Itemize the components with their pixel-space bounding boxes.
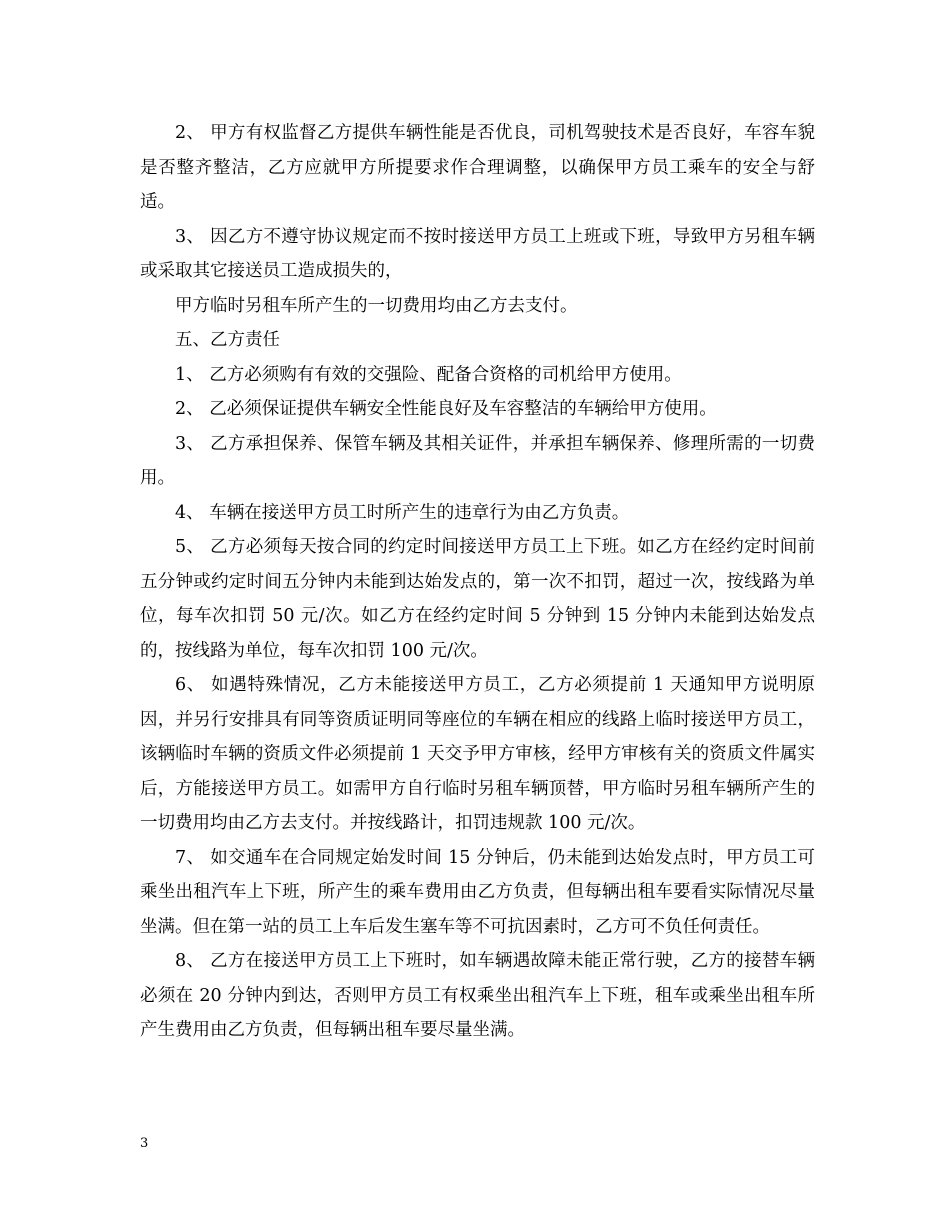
party-b-clause-8-paragraph: 8、 乙方在接送甲方员工上下班时，如车辆遇故障未能正常行驶，乙方的接替车辆必须在 20 分钟内到达，否则甲方员工有权乘坐出租汽车上下班，租车或乘坐出租车所产生费用由乙方负责，但每辆出租车要尽量坐满。	[140, 951, 815, 1040]
document-body	[140, 116, 815, 1048]
section-heading: 五、乙方责任	[175, 330, 280, 350]
party-b-clause-7-paragraph: 7、 如交通车在合同规定始发时间 15 分钟后，仍未能到达始发点时，甲方员工可乘坐出租汽车上下班，所产生的乘车费用由乙方负责，但每辆出租车要看实际情况尽量坐满。但在第一站的员工上车后发生塞车等不可抗因素时，乙方可不负任何责任。	[140, 847, 815, 937]
page-number: 3	[140, 1136, 149, 1151]
party-b-clause-5-paragraph: 5、 乙方必须每天按合同的约定时间接送甲方员工上下班。如乙方在经约定时间前五分钟或约定时间五分钟内未能到达始发点的，第一次不扣罚，超过一次，按线路为单位，每车次扣罚 50 元/次。如乙方在经约定时间 5 分钟到 15 分钟内未能到达始发点的，按线路为单位，每车次扣罚 100 元/次。	[140, 537, 815, 661]
party-b-clause-1-paragraph: 1、 乙方必须购有有效的交强险、配备合资格的司机给甲方使用。	[175, 364, 682, 385]
party-b-clause-3-paragraph: 3、 乙方承担保养、保管车辆及其相关证件，并承担车辆保养、修理所需的一切费用。	[140, 433, 815, 488]
party-b-clause-2-paragraph: 2、 乙必须保证提供车辆安全性能良好及车容整洁的车辆给甲方使用。	[175, 399, 717, 419]
party-b-clause-4-paragraph: 4、 车辆在接送甲方员工时所产生的违章行为由乙方负责。	[175, 502, 630, 523]
party-b-clause-6-paragraph: 6、 如遇特殊情况，乙方未能接送甲方员工，乙方必须提前 1 天通知甲方说明原因，并另行安排具有同等资质证明同等座位的车辆在相应的线路上临时接送甲方员工，该辆临时车辆的资质文件必须提前 1 天交予甲方审核，经甲方审核有关的资质文件属实后，方能接送甲方员工。如需甲方自行临时另租车辆顶替，甲方临时另租车辆所产生的一切费用均由乙方去支付。并按线路计，扣罚违规款 100 元/次。	[140, 675, 815, 833]
clause-3-paragraph: 3、 因乙方不遵守协议规定而不按时接送甲方员工上班或下班，导致甲方另租车辆或采取其它接送员工造成损失的，	[140, 226, 815, 281]
clause-3-continuation-paragraph: 甲方临时另租车所产生的一切费用均由乙方去支付。	[175, 295, 578, 316]
clause-2-paragraph: 2、 甲方有权监督乙方提供车辆性能是否优良，司机驾驶技术是否良好，车容车貌是否整齐整洁，乙方应就甲方所提要求作合理调整，以确保甲方员工乘车的安全与舒适。	[140, 123, 815, 212]
